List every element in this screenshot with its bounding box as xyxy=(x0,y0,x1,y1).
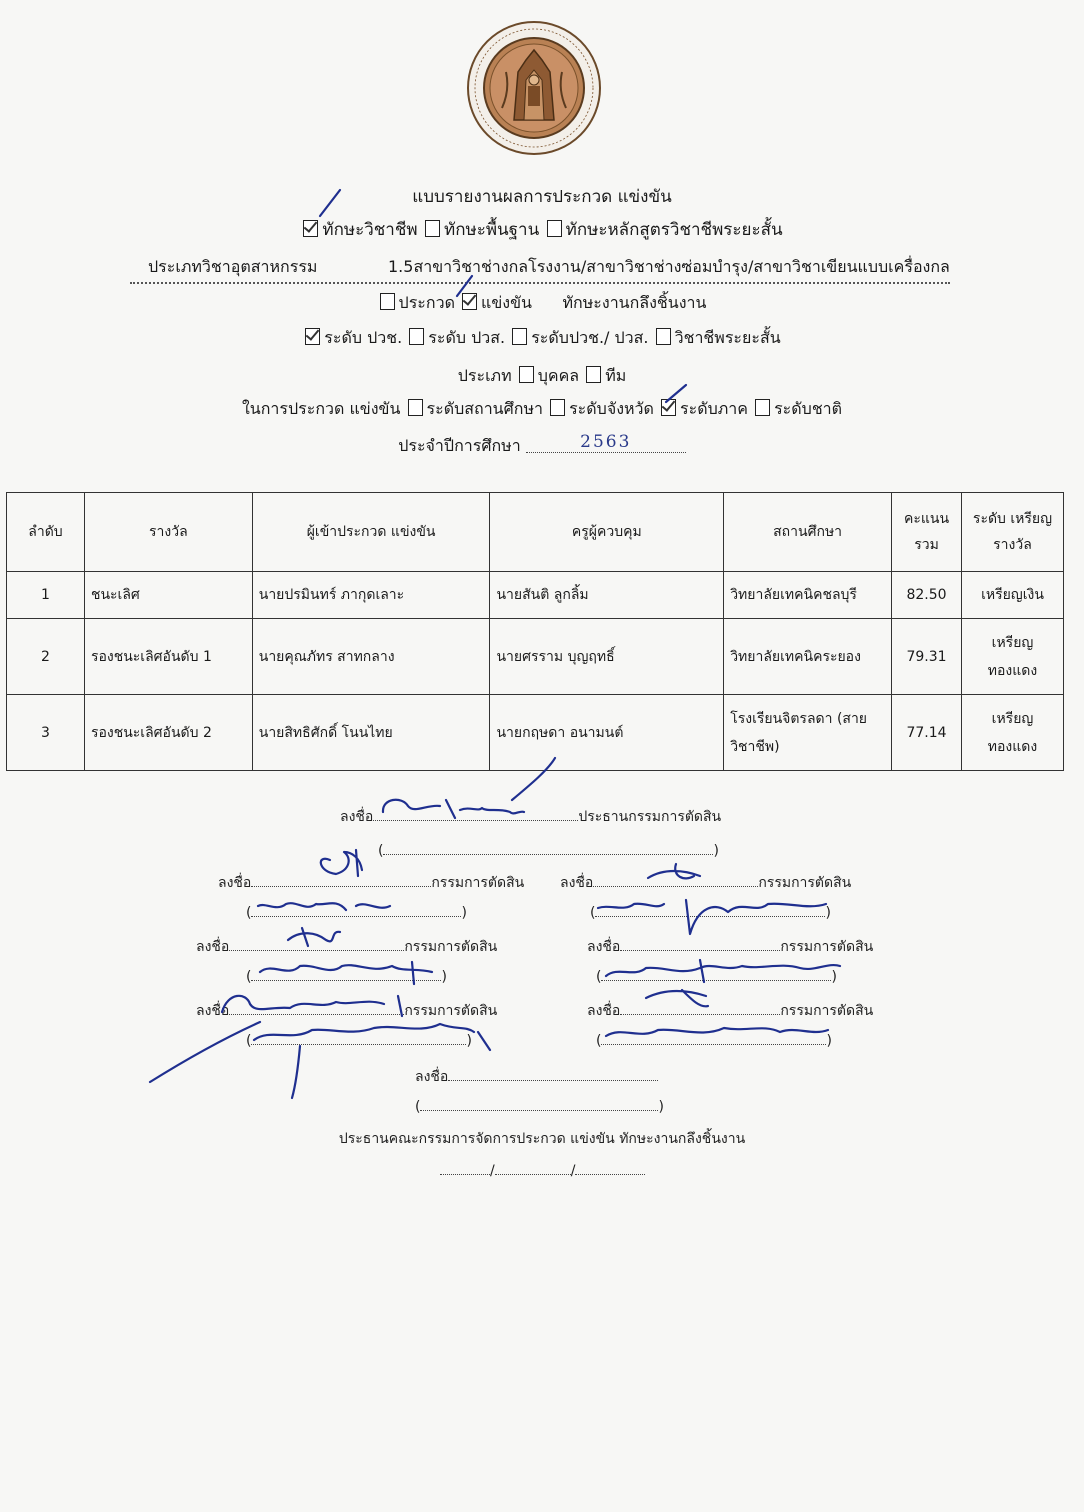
signature-committee-4-name: ( ) xyxy=(596,966,837,985)
year-value: 2563 xyxy=(526,432,686,453)
checkbox-skill-vocational[interactable] xyxy=(303,220,318,237)
signature-committee-1-name: ( ) xyxy=(246,902,467,921)
role-label: กรรมการตัดสิน xyxy=(780,939,874,955)
signature-board-chairman-name: ( ) xyxy=(415,1096,664,1115)
level-options xyxy=(0,326,1084,351)
signature-chairman xyxy=(340,806,721,828)
signature-board-chairman xyxy=(415,1066,658,1088)
sign-label: ลงชื่อ xyxy=(218,875,252,891)
level-option-label: ระดับปวช./ ปวส. xyxy=(531,328,649,347)
cell-contestant: นายคุณภัทร สาทกลาง xyxy=(252,619,490,695)
role-label: กรรมการตัดสิน xyxy=(404,1003,498,1019)
contest-option-label: ระดับชาติ xyxy=(774,399,843,418)
checkbox-level-short[interactable] xyxy=(656,328,671,345)
signature-committee-3-name: ( ) xyxy=(246,966,447,985)
table-row xyxy=(7,695,1064,771)
level-option-label: ระดับ ปวส. xyxy=(428,328,506,347)
cell-award: รองชนะเลิศอันดับ 1 xyxy=(84,619,252,695)
results-table xyxy=(6,492,1064,771)
header-medal: ระดับ เหรียญรางวัล xyxy=(961,493,1063,572)
header-rank: ลำดับ xyxy=(7,493,85,572)
checkbox-level-pvc-pvs[interactable] xyxy=(512,328,527,345)
role-label: กรรมการตัดสิน xyxy=(780,1003,874,1019)
checkbox-kind-individual[interactable] xyxy=(519,366,534,383)
header-score: คะแนน รวม xyxy=(892,493,962,572)
signature-committee-5 xyxy=(196,1000,497,1022)
cell-school: วิทยาลัยเทคนิคชลบุรี xyxy=(724,572,892,619)
cell-score: 79.31 xyxy=(892,619,962,695)
cell-rank: 3 xyxy=(7,695,85,771)
sign-label: ลงชื่อ xyxy=(340,809,374,825)
kind-options xyxy=(0,364,1084,389)
table-row xyxy=(7,619,1064,695)
sign-label: ลงชื่อ xyxy=(560,875,594,891)
cell-teacher: นายศรราม บุญฤทธิ์ xyxy=(490,619,724,695)
table-header-row xyxy=(7,493,1064,572)
signature-committee-6 xyxy=(587,1000,873,1022)
signature-committee-1 xyxy=(218,872,524,894)
cell-award: รองชนะเลิศอันดับ 2 xyxy=(84,695,252,771)
skill-options xyxy=(0,216,1084,243)
vocational-education-commission-seal xyxy=(466,20,602,156)
cell-contestant: นายสิทธิศักดิ์ โนนไทย xyxy=(252,695,490,771)
cell-medal: เหรียญ ทองแดง xyxy=(961,695,1063,771)
kind-option-label: ทีม xyxy=(605,366,627,385)
level-option-label: ระดับ ปวช. xyxy=(324,328,403,347)
cell-contestant: นายปรมินทร์ ภากุดเลาะ xyxy=(252,572,490,619)
category-dotted-line xyxy=(130,282,950,284)
checkbox-mode-competition[interactable] xyxy=(462,293,477,310)
date-line xyxy=(440,1160,645,1179)
cell-score: 77.14 xyxy=(892,695,962,771)
contest-option-label: ระดับภาค xyxy=(680,399,748,418)
role-label: กรรมการตัดสิน xyxy=(431,875,525,891)
report-title: แบบรายงานผลการประกวด แข่งขัน xyxy=(412,187,672,207)
category-row xyxy=(0,255,1084,285)
kind-label: ประเภท xyxy=(457,366,512,385)
role-label: กรรมการตัดสิน xyxy=(758,875,852,891)
checkbox-kind-team[interactable] xyxy=(586,366,601,383)
cell-school: วิทยาลัยเทคนิคระยอง xyxy=(724,619,892,695)
signature-chairman-name-line: ( ) xyxy=(378,840,719,859)
cell-award: ชนะเลิศ xyxy=(84,572,252,619)
cell-school: โรงเรียนจิตรลดา (สายวิชาชีพ) xyxy=(724,695,892,771)
role-label: ประธานกรรมการตัดสิน xyxy=(578,809,722,825)
cell-teacher: นายกฤษดา อนามนต์ xyxy=(490,695,724,771)
contest-level-options xyxy=(0,397,1084,422)
level-option-label: วิชาชีพระยะสั้น xyxy=(674,328,781,347)
cell-teacher: นายสันติ ลูกลิ้ม xyxy=(490,572,724,619)
sign-label: ลงชื่อ xyxy=(587,939,621,955)
table-row xyxy=(7,572,1064,619)
signature-committee-4 xyxy=(587,936,873,958)
checkbox-level-pvs[interactable] xyxy=(409,328,424,345)
header-teacher: ครูผู้ควบคุม xyxy=(490,493,724,572)
major-label: 1.5สาขาวิชาช่างกลโรงงาน/สาขาวิชาช่างซ่อมบำรุง/สาขาวิชาเขียนแบบเครื่องกล xyxy=(388,257,950,276)
checkbox-contest-province[interactable] xyxy=(550,399,565,416)
kind-option-label: บุคคล xyxy=(537,366,580,385)
signature-committee-5-name: ( ) xyxy=(246,1030,472,1049)
contest-option-label: ระดับจังหวัด xyxy=(569,399,654,418)
cell-rank: 1 xyxy=(7,572,85,619)
checkbox-mode-contest[interactable] xyxy=(380,293,395,310)
checkbox-level-pvc[interactable] xyxy=(305,328,320,345)
checkbox-contest-national[interactable] xyxy=(755,399,770,416)
header-award: รางวัล xyxy=(84,493,252,572)
mode-options xyxy=(0,291,1084,316)
year-label: ประจำปีการศึกษา xyxy=(398,436,521,455)
signature-committee-2 xyxy=(560,872,851,894)
date-separator: / xyxy=(570,1163,576,1179)
category-label: ประเภทวิชาอุตสาหกรรม xyxy=(148,257,318,276)
checkbox-contest-region[interactable] xyxy=(661,399,676,416)
skill-option-label: ทักษะหลักสูตรวิชาชีพระยะสั้น xyxy=(565,220,783,240)
sign-label: ลงชื่อ xyxy=(587,1003,621,1019)
mode-option-label: แข่งขัน xyxy=(481,293,532,312)
mode-option-label: ประกวด xyxy=(398,293,455,312)
checkbox-contest-school[interactable] xyxy=(408,399,423,416)
header-contestant: ผู้เข้าประกวด แข่งขัน xyxy=(252,493,490,572)
skill-option-label: ทักษะวิชาชีพ xyxy=(322,220,418,240)
date-separator: / xyxy=(490,1163,495,1179)
role-label: กรรมการตัดสิน xyxy=(404,939,498,955)
contest-label: ในการประกวด แข่งขัน xyxy=(241,399,401,418)
sign-label: ลงชื่อ xyxy=(415,1069,449,1085)
checkbox-skill-basic[interactable] xyxy=(425,220,440,237)
checkbox-skill-short-course[interactable] xyxy=(547,220,562,237)
signature-committee-3 xyxy=(196,936,497,958)
cell-rank: 2 xyxy=(7,619,85,695)
cell-medal: เหรียญ ทองแดง xyxy=(961,619,1063,695)
sign-label: ลงชื่อ xyxy=(196,1003,230,1019)
header-school: สถานศึกษา xyxy=(724,493,892,572)
cell-medal: เหรียญเงิน xyxy=(961,572,1063,619)
cell-score: 82.50 xyxy=(892,572,962,619)
sign-label: ลงชื่อ xyxy=(196,939,230,955)
contest-option-label: ระดับสถานศึกษา xyxy=(426,399,543,418)
academic-year-row xyxy=(0,434,1084,459)
skill-option-label: ทักษะพื้นฐาน xyxy=(443,220,540,240)
competition-name: ทักษะงานกลึงชิ้นงาน xyxy=(562,293,707,312)
signature-committee-6-name: ( ) xyxy=(596,1030,832,1049)
signature-committee-2-name: ( ) xyxy=(590,902,831,921)
board-chairman-role: ประธานคณะกรรมการจัดการประกวด แข่งขัน ทักษะงานกลึงชิ้นงาน xyxy=(338,1131,746,1147)
